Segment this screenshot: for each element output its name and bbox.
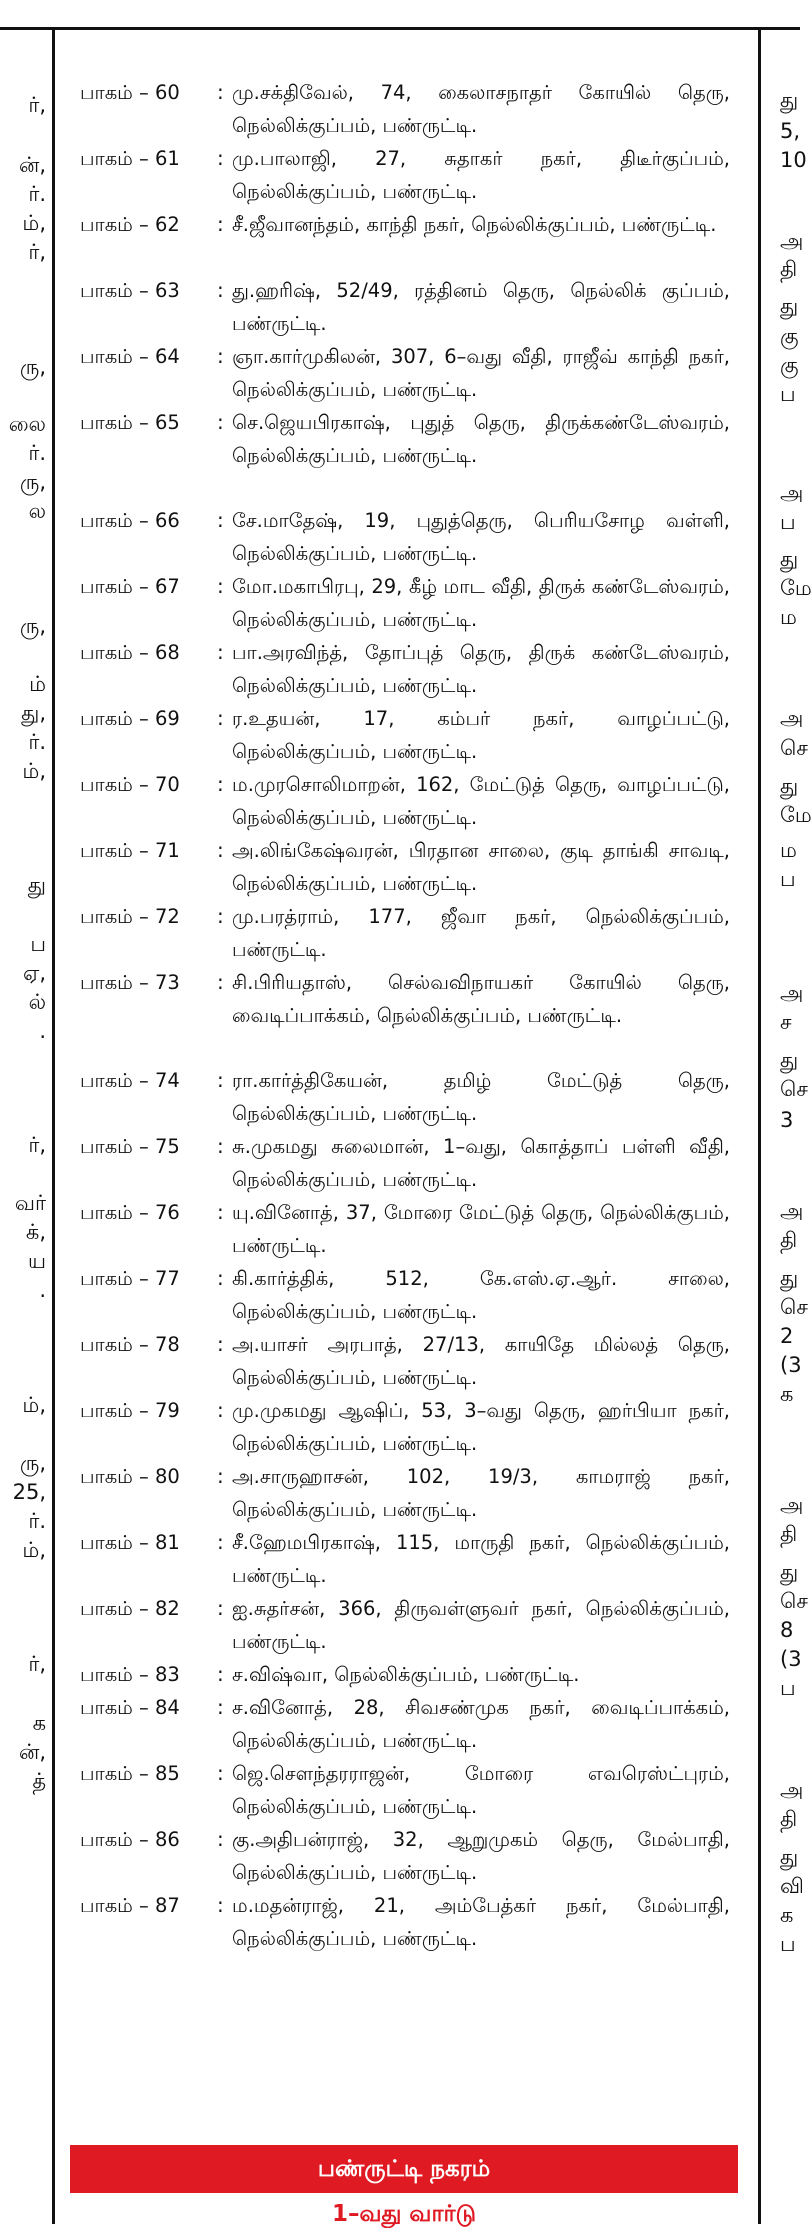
separator: : (217, 1662, 224, 1686)
fragment-text: ர், (28, 1652, 46, 1676)
part-number: பாகம் – 63 (80, 279, 180, 302)
agent-address: மு.பரத்ராம், 177, ஜீவா நகர், நெல்லிக்குப்பம், பண்ருட்டி. (232, 905, 730, 961)
fragment-text: ம (780, 605, 797, 629)
fragment-text: து (780, 1560, 799, 1584)
fragment-text: ல (28, 499, 46, 523)
fragment-text: ர். (28, 1509, 46, 1533)
separator: : (217, 1332, 224, 1356)
part-number: பாகம் – 66 (80, 509, 180, 532)
fragment-text: ம், (22, 211, 46, 235)
fragment-text: து (780, 1048, 799, 1072)
fragment-text: ர். (28, 182, 46, 206)
agent-address: கி.கார்த்திக், 512, கே.எஸ்.ஏ.ஆர். சாலை, நெல்லிக்குப்பம், பண்ருட்டி. (232, 1267, 730, 1323)
fragment-text: கு (780, 324, 799, 348)
fragment-text: லை (8, 412, 46, 436)
fragment-text: து (780, 1845, 799, 1869)
separator: : (217, 1200, 224, 1224)
separator: : (217, 904, 224, 928)
ward-heading: 1–வது வார்டு (331, 2201, 477, 2227)
fragment-text: 5, (780, 119, 801, 143)
fragment-text: ர். (28, 730, 46, 754)
agent-address: அ.சாருஹாசன், 102, 19/3, காமராஜ் நகர், நெல்லிக்குப்பம், பண்ருட்டி. (232, 1465, 730, 1521)
part-number: பாகம் – 73 (80, 971, 180, 994)
agent-address: ரா.கார்த்திகேயன், தமிழ் மேட்டுத் தெரு, நெல்லிக்குப்பம், பண்ருட்டி. (232, 1069, 730, 1125)
agent-address: ர.உதயன், 17, கம்பர் நகர், வாழப்பட்டு, நெல்லிக்குப்பம், பண்ருட்டி. (232, 707, 730, 763)
agent-address: சே.மாதேஷ், 19, புதுத்தெரு, பெரியசோழ வள்ளி, நெல்லிக்குப்பம், பண்ருட்டி. (232, 509, 730, 565)
part-number: பாகம் – 67 (80, 575, 180, 598)
fragment-text: ரு, (19, 614, 46, 638)
fragment-text: து (27, 873, 46, 897)
fragment-text: வி (780, 1874, 804, 1898)
agent-address: சீ.ஹேமபிரகாஷ், 115, மாருதி நகர், நெல்லிக்குப்பம், பண்ருட்டி. (232, 1531, 730, 1587)
fragment-text: மே (780, 803, 812, 827)
fragment-text: செ (780, 1295, 808, 1319)
fragment-text: ப (780, 1676, 796, 1700)
separator: : (217, 1761, 224, 1785)
fragment-text: 3 (780, 1108, 794, 1132)
fragment-text: செ (780, 1077, 808, 1101)
right-column-fragment (762, 30, 812, 2224)
fragment-text: அ (780, 481, 804, 505)
fragment-text: க (780, 1903, 794, 1927)
agent-address: அ.லிங்கேஷ்வரன், பிரதான சாலை, குடி தாங்கி சாவடி, நெல்லிக்குப்பம், பண்ருட்டி. (232, 839, 730, 895)
part-number: பாகம் – 74 (80, 1069, 180, 1092)
separator: : (217, 80, 224, 104)
agent-address: செ.ஜெயபிரகாஷ், புதுத் தெரு, திருக்கண்டேஸ்வரம், நெல்லிக்குப்பம், பண்ருட்டி. (232, 411, 730, 467)
fragment-text: ம், (22, 1538, 46, 1562)
fragment-text: ச (780, 1010, 792, 1034)
fragment-text: செ (780, 736, 808, 760)
fragment-text: ம (780, 838, 797, 862)
part-number: பாகம் – 80 (80, 1465, 180, 1488)
fragment-text: . (39, 1019, 46, 1043)
left-column-divider (52, 27, 55, 2224)
fragment-text: து (780, 547, 799, 571)
fragment-text: ப (780, 1932, 796, 1956)
separator: : (217, 508, 224, 532)
separator: : (217, 1596, 224, 1620)
agent-address: ஐ.சுதர்சன், 366, திருவள்ளுவர் நகர், நெல்லிக்குப்பம், பண்ருட்டி. (232, 1597, 730, 1653)
part-number: பாகம் – 64 (80, 345, 180, 368)
fragment-text: அ (780, 981, 804, 1005)
fragment-text: தி (780, 1807, 798, 1831)
part-number: பாகம் – 86 (80, 1828, 180, 1851)
fragment-text: அ (780, 1199, 804, 1223)
part-number: பாகம் – 82 (80, 1597, 180, 1620)
separator: : (217, 772, 224, 796)
fragment-text: மே (780, 576, 812, 600)
fragment-text: தி (780, 257, 798, 281)
fragment-text: த் (32, 1769, 46, 1793)
part-number: பாகம் – 84 (80, 1696, 180, 1719)
part-number: பாகம் – 65 (80, 411, 180, 434)
agent-address: ம.முரசொலிமாறன், 162, மேட்டுத் தெரு, வாழப்பட்டு, நெல்லிக்குப்பம், பண்ருட்டி. (232, 773, 730, 829)
separator: : (217, 970, 224, 994)
part-number: பாகம் – 85 (80, 1762, 180, 1785)
agent-address: ம.மதன்ராஜ், 21, அம்பேத்கர் நகர், மேல்பாதி, நெல்லிக்குப்பம், பண்ருட்டி. (232, 1894, 730, 1950)
agent-address: சி.பிரியதாஸ், செல்வவிநாயகர் கோயில் தெரு, வைடிப்பாக்கம், நெல்லிக்குப்பம், பண்ருட்டி. (232, 971, 730, 1027)
agent-address: ச.விஷ்வா, நெல்லிக்குப்பம், பண்ருட்டி. (232, 1663, 580, 1686)
separator: : (217, 1464, 224, 1488)
fragment-text: ன், (18, 153, 46, 177)
separator: : (217, 640, 224, 664)
agent-address: சு.முகமது சுலைமான், 1–வது, கொத்தாப் பள்ளி வீதி, நெல்லிக்குப்பம், பண்ருட்டி. (232, 1135, 730, 1191)
fragment-text: ரு, (19, 470, 46, 494)
separator: : (217, 574, 224, 598)
fragment-text: ன், (18, 1740, 46, 1764)
agent-address: மோ.மகாபிரபு, 29, கீழ் மாட வீதி, திருக் கண்டேஸ்வரம், நெல்லிக்குப்பம், பண்ருட்டி. (232, 575, 730, 631)
fragment-text: ரு, (19, 355, 46, 379)
part-number: பாகம் – 83 (80, 1663, 180, 1686)
part-number: பாகம் – 71 (80, 839, 180, 862)
separator: : (217, 1068, 224, 1092)
part-number: பாகம் – 72 (80, 905, 180, 928)
fragment-text: ப (780, 867, 796, 891)
fragment-text: . (39, 1278, 46, 1302)
part-number: பாகம் – 87 (80, 1894, 180, 1917)
separator: : (217, 1827, 224, 1851)
agent-address: அ.யாசர் அரபாத், 27/13, காயிதே மில்லத் தெரு, நெல்லிக்குப்பம், பண்ருட்டி. (232, 1333, 730, 1389)
fragment-text: தி (780, 1522, 798, 1546)
part-number: பாகம் – 60 (80, 81, 180, 104)
part-number: பாகம் – 81 (80, 1531, 180, 1554)
fragment-text: ப (30, 932, 46, 956)
part-number: பாகம் – 62 (80, 213, 180, 236)
fragment-text: (3 (780, 1647, 802, 1671)
fragment-text: ர், (28, 93, 46, 117)
fragment-text: ம், (22, 1393, 46, 1417)
part-number: பாகம் – 77 (80, 1267, 180, 1290)
separator: : (217, 344, 224, 368)
fragment-text: து (780, 1266, 799, 1290)
fragment-text: க், (25, 1220, 46, 1244)
fragment-text: (3 (780, 1353, 802, 1377)
fragment-text: அ (780, 229, 804, 253)
separator: : (217, 1530, 224, 1554)
fragment-text: து (780, 774, 799, 798)
separator: : (217, 838, 224, 862)
fragment-text: 10 (780, 148, 807, 172)
part-number: பாகம் – 76 (80, 1201, 180, 1224)
part-number: பாகம் – 79 (80, 1399, 180, 1422)
separator: : (217, 1893, 224, 1917)
fragment-text: க (32, 1711, 46, 1735)
fragment-text: அ (780, 706, 804, 730)
part-number: பாகம் – 61 (80, 147, 180, 170)
fragment-text: ல் (28, 990, 46, 1014)
agent-address: சீ.ஜீவானந்தம், காந்தி நகர், நெல்லிக்குப்பம், பண்ருட்டி. (232, 213, 717, 236)
separator: : (217, 1266, 224, 1290)
separator: : (217, 212, 224, 236)
section-banner: பண்ருட்டி நகரம் (70, 2145, 738, 2193)
part-number: பாகம் – 70 (80, 773, 180, 796)
fragment-text: தி (780, 1228, 798, 1252)
agent-address: ச.வினோத், 28, சிவசண்முக நகர், வைடிப்பாக்கம், நெல்லிக்குப்பம், பண்ருட்டி. (232, 1696, 730, 1752)
fragment-text: ப (780, 510, 796, 534)
fragment-text: ம், (22, 759, 46, 783)
fragment-text: து (780, 88, 799, 112)
fragment-text: து, (21, 701, 46, 725)
right-column-divider (758, 27, 761, 2224)
agent-address: ஜெ.சௌந்தரராஜன், மோரை எவரெஸ்ட்புரம், நெல்லிக்குப்பம், பண்ருட்டி. (232, 1762, 730, 1818)
fragment-text: 8 (780, 1618, 794, 1642)
fragment-text: ம் (29, 672, 46, 696)
fragment-text: செ (780, 1589, 808, 1613)
fragment-text: ய (27, 1249, 46, 1273)
agent-address: யு.வினோத், 37, மோரை மேட்டுத் தெரு, நெல்லிக்குபம், பண்ருட்டி. (232, 1201, 730, 1257)
separator: : (217, 146, 224, 170)
fragment-text: கு (780, 353, 799, 377)
fragment-text: க (780, 1382, 794, 1406)
separator: : (217, 706, 224, 730)
left-column-fragment (0, 30, 50, 2224)
fragment-text: அ (780, 1778, 804, 1802)
fragment-text: ர். (28, 441, 46, 465)
agent-address: பா.அரவிந்த், தோப்புத் தெரு, திருக் கண்டேஸ்வரம், நெல்லிக்குப்பம், பண்ருட்டி. (232, 641, 730, 697)
part-number: பாகம் – 75 (80, 1135, 180, 1158)
agent-address: மு.சக்திவேல், 74, கைலாசநாதர் கோயில் தெரு, நெல்லிக்குப்பம், பண்ருட்டி. (232, 81, 730, 137)
fragment-text: ர், (28, 240, 46, 264)
fragment-text: து (780, 294, 799, 318)
fragment-text: ஏ, (22, 961, 46, 985)
fragment-text: அ (780, 1493, 804, 1517)
part-number: பாகம் – 68 (80, 641, 180, 664)
fragment-text: 2 (780, 1324, 794, 1348)
separator: : (217, 278, 224, 302)
separator: : (217, 410, 224, 434)
agent-address: மு.முகமது ஆஷிப், 53, 3–வது தெரு, ஹர்பியா நகர், நெல்லிக்குப்பம், பண்ருட்டி. (232, 1399, 730, 1455)
agent-address: மு.பாலாஜி, 27, சுதாகர் நகர், திடீர்குப்பம், நெல்லிக்குப்பம், பண்ருட்டி. (232, 147, 730, 203)
top-rule (0, 27, 800, 30)
agent-address: ஞா.கார்முகிலன், 307, 6–வது வீதி, ராஜீவ் காந்தி நகர், நெல்லிக்குப்பம், பண்ருட்டி. (232, 345, 730, 401)
fragment-text: வர் (14, 1191, 46, 1215)
fragment-text: 25, (12, 1480, 46, 1504)
separator: : (217, 1695, 224, 1719)
fragment-text: ரு, (19, 1451, 46, 1475)
part-number: பாகம் – 78 (80, 1333, 180, 1356)
agent-address: கு.அதிபன்ராஜ், 32, ஆறுமுகம் தெரு, மேல்பாதி, நெல்லிக்குப்பம், பண்ருட்டி. (232, 1828, 730, 1884)
separator: : (217, 1398, 224, 1422)
part-number: பாகம் – 69 (80, 707, 180, 730)
agent-address: து.ஹரிஷ், 52/49, ரத்தினம் தெரு, நெல்லிக் குப்பம், பண்ருட்டி. (232, 279, 730, 335)
fragment-text: ப (780, 382, 796, 406)
separator: : (217, 1134, 224, 1158)
fragment-text: ர், (28, 1133, 46, 1157)
